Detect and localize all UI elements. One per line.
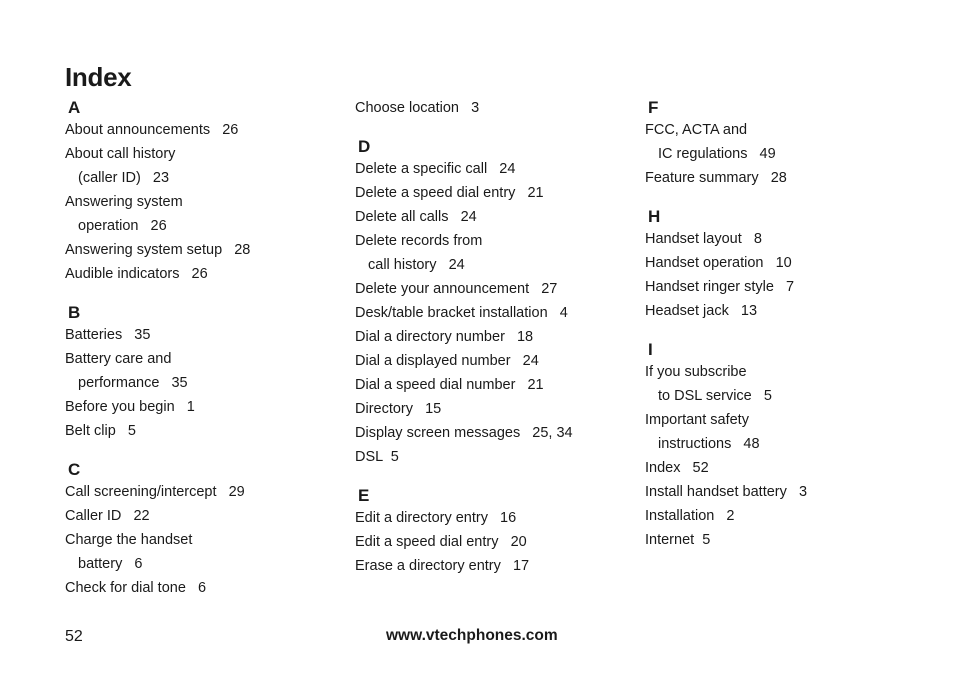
index-entry: Audible indicators 26: [65, 266, 208, 282]
index-column-2: [355, 96, 635, 578]
index-entry-continuation: battery 6: [78, 556, 143, 572]
index-entry: Dial a directory number 18: [355, 329, 534, 345]
index-entry: About announcements 26: [65, 122, 239, 138]
index-column-1: [65, 96, 345, 600]
index-entry: Dial a speed dial number 21: [355, 377, 544, 393]
index-entry: Directory 15: [355, 401, 442, 417]
index-entry: Internet 5: [645, 532, 711, 548]
section-spacer: [65, 443, 345, 456]
index-entry: Before you begin 1: [65, 399, 195, 415]
index-entry: Dial a displayed number 24: [355, 353, 539, 369]
index-entry: Handset operation 10: [645, 255, 792, 271]
index-entry-continuation: IC regulations 49: [658, 146, 776, 162]
section-letter: I: [648, 340, 653, 359]
index-entry: Answering system: [65, 194, 183, 210]
index-entry: Belt clip 5: [65, 423, 136, 439]
section-spacer: [355, 469, 635, 482]
index-entry-continuation: performance 35: [78, 375, 188, 391]
index-entry: Delete a speed dial entry 21: [355, 185, 544, 201]
index-entry-continuation: call history 24: [368, 257, 465, 273]
section-letter: E: [358, 486, 370, 505]
index-entry: Desk/table bracket installation 4: [355, 305, 568, 321]
index-entry: Delete all calls 24: [355, 209, 477, 225]
index-entry: Feature summary 28: [645, 170, 787, 186]
index-entry: Check for dial tone 6: [65, 580, 207, 596]
index-entry: Choose location 3: [355, 100, 480, 116]
page-number: 52: [65, 628, 83, 645]
section-letter: C: [68, 460, 81, 479]
index-entry: Batteries 35: [65, 327, 151, 343]
section-letter: H: [648, 207, 661, 226]
section-spacer: [645, 190, 925, 203]
section-spacer: [65, 286, 345, 299]
index-entry: Battery care and: [65, 351, 172, 367]
index-entry: Headset jack 13: [645, 303, 758, 319]
index-entry: Handset layout 8: [645, 231, 762, 247]
index-entry: Erase a directory entry 17: [355, 558, 530, 574]
index-entry: DSL 5: [355, 449, 399, 465]
index-entry: Installation 2: [645, 508, 735, 524]
index-entry: Important safety: [645, 412, 749, 428]
index-entry: Handset ringer style 7: [645, 279, 795, 295]
index-entry: Caller ID 22: [65, 508, 150, 524]
index-entry: Answering system setup 28: [65, 242, 251, 258]
index-entry: Charge the handset: [65, 532, 193, 548]
index-entry: Delete your announcement 27: [355, 281, 558, 297]
index-entry: Call screening/intercept 29: [65, 484, 245, 500]
index-entry-continuation: instructions 48: [658, 436, 760, 452]
footer-url: www.vtechphones.com: [386, 627, 558, 644]
index-entry: Delete a specific call 24: [355, 161, 516, 177]
index-entry-continuation: (caller ID) 23: [78, 170, 170, 186]
section-letter: D: [358, 137, 371, 156]
index-entry-continuation: operation 26: [78, 218, 167, 234]
index-entry: Install handset battery 3: [645, 484, 808, 500]
index-entry: If you subscribe: [645, 364, 747, 380]
index-entry: Delete records from: [355, 233, 483, 249]
index-entry: Edit a speed dial entry 20: [355, 534, 527, 550]
index-entry: FCC, ACTA and: [645, 122, 748, 138]
page-title: Index: [65, 62, 132, 92]
index-entry: About call history: [65, 146, 176, 162]
index-column-3: [645, 96, 925, 552]
section-letter: F: [648, 98, 659, 117]
section-letter: B: [68, 303, 81, 322]
section-spacer: [355, 120, 635, 133]
section-letter: A: [68, 98, 81, 117]
index-entry: Display screen messages 25, 34: [355, 425, 573, 441]
index-entry-continuation: to DSL service 5: [658, 388, 772, 404]
section-spacer: [645, 323, 925, 336]
index-entry: Index 52: [645, 460, 709, 476]
index-entry: Edit a directory entry 16: [355, 510, 517, 526]
